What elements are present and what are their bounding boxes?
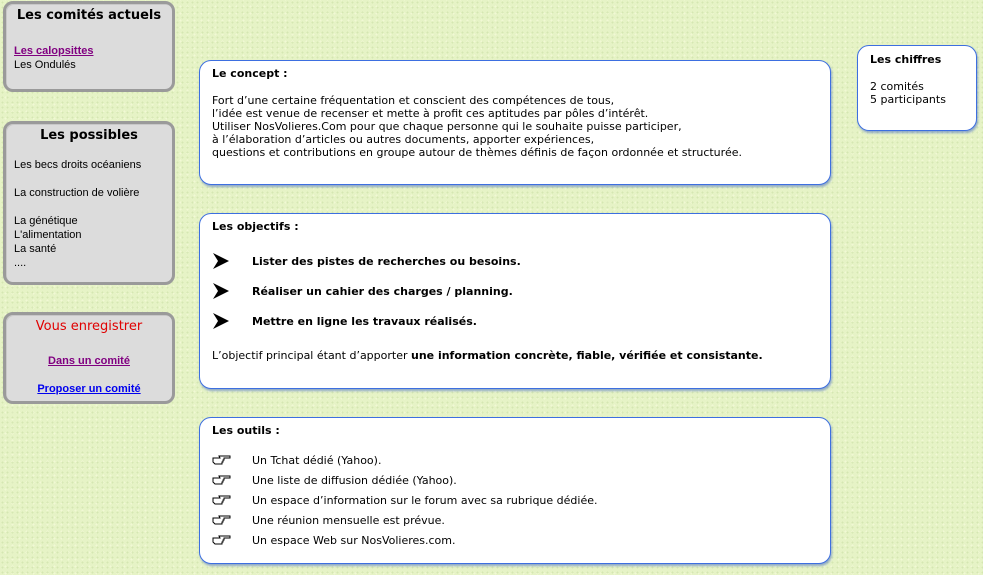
pointing-hand-icon [212, 454, 232, 466]
possible-item: La santé [14, 243, 57, 255]
concept-line: l’idée est venue de recenser et mette à profit ces aptitudes par pôles d’intérêt. [212, 107, 649, 120]
pointing-hand-icon [212, 494, 232, 506]
arrow-bullet-icon [212, 252, 230, 270]
outils-panel [199, 417, 831, 564]
outil-label: Un espace d’information sur le forum avec sa rubrique dédiée. [252, 494, 598, 507]
register-title: Vous enregistrer [35, 319, 143, 334]
concept-panel [199, 60, 831, 185]
register-panel [3, 312, 175, 404]
objectifs-panel [199, 213, 831, 389]
pointing-hand-icon [212, 534, 232, 546]
concept-line: questions et contributions en groupe autour de thèmes définis de façon ordonnée et structurée. [212, 146, 742, 159]
chiffres-panel [857, 45, 977, 131]
objectif-label: Mettre en ligne les travaux réalisés. [252, 315, 477, 328]
objectif-summary [212, 349, 763, 362]
chiffres-line: 5 participants [870, 93, 946, 106]
possible-item: La génétique [14, 215, 78, 227]
arrow-bullet-icon [212, 282, 230, 300]
outil-label: Une réunion mensuelle est prévue. [252, 514, 445, 527]
possible-item: .... [14, 257, 27, 269]
chiffres-title: Les chiffres [870, 53, 942, 66]
outil-label: Un Tchat dédié (Yahoo). [252, 454, 382, 467]
concept-line: Utiliser NosVolieres.Com pour que chaque personne qui le souhaite puisse participer, [212, 120, 682, 133]
outil-label: Une liste de diffusion dédiée (Yahoo). [252, 474, 457, 487]
objectif-summary-bold: une information concrète, fiable, vérifiée et consistante. [411, 349, 763, 362]
comites-panel [3, 1, 175, 92]
chiffres-line: 2 comités [870, 80, 924, 93]
possible-item: Les becs droits océaniens [14, 159, 142, 171]
outils-title: Les outils : [212, 424, 280, 437]
arrow-bullet-icon [212, 312, 230, 330]
propose-committee-link[interactable]: Proposer un comité [37, 383, 141, 395]
objectif-summary-prefix: L’objectif principal étant d’apporter [212, 349, 411, 362]
outil-label: Un espace Web sur NosVolieres.com. [252, 534, 456, 547]
possible-item: L'alimentation [14, 229, 82, 241]
objectif-label: Lister des pistes de recherches ou besoins. [252, 255, 521, 268]
objectif-label: Réaliser un cahier des charges / planning. [252, 285, 513, 298]
pointing-hand-icon [212, 514, 232, 526]
pointing-hand-icon [212, 474, 232, 486]
comite-link-calopsittes[interactable]: Les calopsittes [14, 45, 94, 57]
concept-line: Fort d’une certaine fréquentation et conscient des compétences de tous, [212, 94, 615, 107]
objectifs-title: Les objectifs : [212, 220, 299, 233]
concept-line: à l’élaboration d’articles ou autres documents, apporter expériences, [212, 133, 595, 146]
comite-item-ondules: Les Ondulés [14, 59, 76, 71]
possibles-panel [3, 121, 175, 285]
possible-item: La construction de volière [14, 187, 140, 199]
concept-title: Le concept : [212, 67, 288, 80]
possibles-title: Les possibles [40, 128, 138, 143]
register-in-committee-link[interactable]: Dans un comité [48, 355, 130, 367]
comites-title: Les comités actuels [16, 8, 162, 23]
